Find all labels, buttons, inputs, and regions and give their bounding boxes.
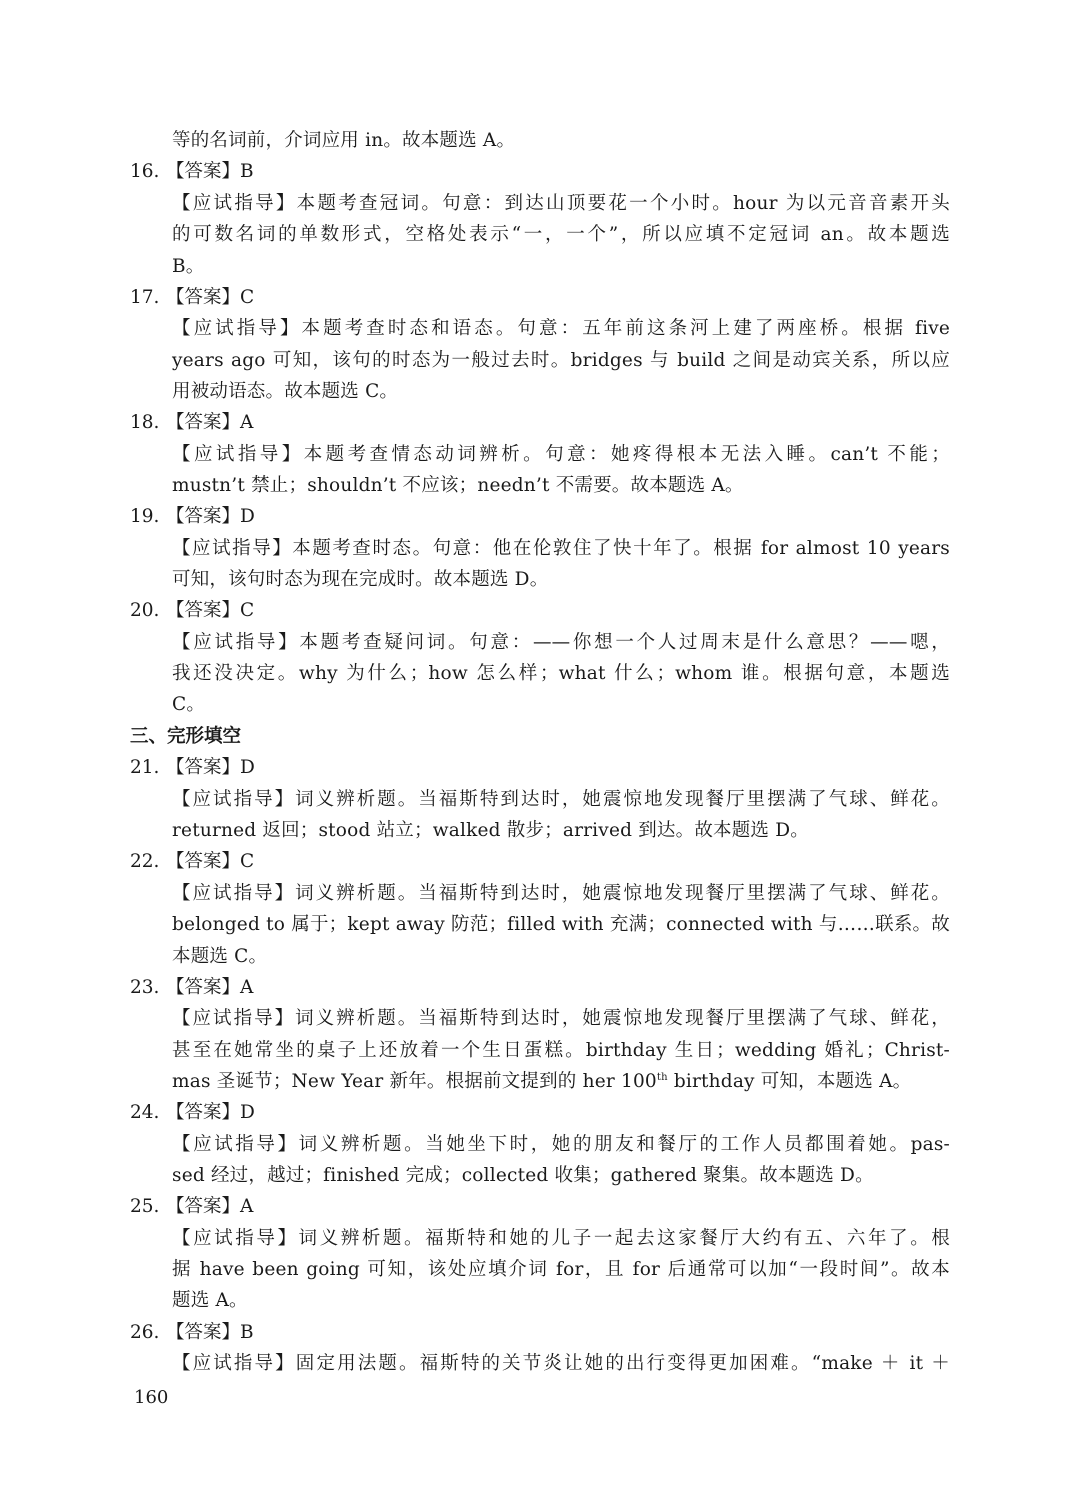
- item-number: 24.: [130, 1102, 160, 1123]
- page-number: 160: [134, 1387, 169, 1408]
- answer-label: 【答案】A: [166, 977, 254, 998]
- explanation-line: 题选 A。: [172, 1290, 248, 1311]
- answer-label: 【答案】D: [166, 1102, 255, 1123]
- explanation-line: 【应试指导】词义辨析题。福斯特和她的儿子一起去这家餐厅大约有五、六年了。根: [172, 1228, 950, 1249]
- explanation-line: returned 返回；stood 站立；walked 散步；arrived 到达。故本题选 D。: [172, 820, 809, 841]
- item-number: 25.: [130, 1196, 160, 1217]
- answer-label: 【答案】D: [166, 757, 255, 778]
- explanation-line: 【应试指导】词义辨析题。当福斯特到达时，她震惊地发现餐厅里摆满了气球、鲜花。: [172, 883, 950, 904]
- item-number: 26.: [130, 1322, 160, 1343]
- explanation-line: 的可数名词的单数形式，空格处表示“一，一个”，所以应填不定冠词 an。故本题选: [172, 224, 950, 245]
- answer-label: 【答案】A: [166, 412, 254, 433]
- answer-label: 【答案】B: [166, 1322, 254, 1343]
- explanation-line: B。: [172, 256, 205, 277]
- explanation-line: 【应试指导】固定用法题。福斯特的关节炎让她的出行变得更加困难。“make ＋ it ＋: [172, 1353, 950, 1374]
- section-heading: 三、完形填空: [130, 726, 242, 747]
- item-number: 21.: [130, 757, 160, 778]
- explanation-line: 【应试指导】本题考查冠词。句意：到达山顶要花一个小时。hour 为以元音音素开头: [172, 193, 950, 214]
- answer-label: 【答案】C: [166, 851, 255, 872]
- explanation-line: 【应试指导】本题考查情态动词辨析。句意：她疼得根本无法入睡。can’t 不能；: [172, 444, 950, 465]
- item-number: 18.: [130, 412, 160, 433]
- explanation-line: mas 圣诞节；New Year 新年。根据前文提到的 her 100th birthday 可知，本题选 A。: [172, 1071, 912, 1092]
- explanation-line: C。: [172, 694, 206, 715]
- explanation-line: 【应试指导】词义辨析题。当福斯特到达时，她震惊地发现餐厅里摆满了气球、鲜花，: [172, 1008, 950, 1029]
- explanation-line: mustn’t 禁止；shouldn’t 不应该；needn’t 不需要。故本题选 A。: [172, 475, 744, 496]
- item-number: 19.: [130, 506, 160, 527]
- explanation-line: 【应试指导】词义辨析题。当福斯特到达时，她震惊地发现餐厅里摆满了气球、鲜花。: [172, 789, 950, 810]
- explanation-line: 【应试指导】本题考查时态和语态。句意：五年前这条河上建了两座桥。根据 five: [172, 318, 950, 339]
- item-number: 16.: [130, 161, 160, 182]
- answer-label: 【答案】A: [166, 1196, 254, 1217]
- intro-line: 等的名词前，介词应用 in。故本题选 A。: [172, 130, 516, 151]
- explanation-line: 【应试指导】本题考查时态。句意：他在伦敦住了快十年了。根据 for almost 10 years: [172, 538, 950, 559]
- item-number: 23.: [130, 977, 160, 998]
- item-number: 22.: [130, 851, 160, 872]
- explanation-line: 【应试指导】词义辨析题。当她坐下时，她的朋友和餐厅的工作人员都围着她。pas-: [172, 1134, 950, 1155]
- explanation-line: 本题选 C。: [172, 946, 268, 967]
- item-number: 20.: [130, 600, 160, 621]
- answer-label: 【答案】D: [166, 506, 255, 527]
- explanation-line: belonged to 属于；kept away 防范；filled with 充满；connected with 与……联系。故: [172, 914, 950, 935]
- explanation-line: years ago 可知，该句的时态为一般过去时。bridges 与 build 之间是动宾关系，所以应: [172, 350, 950, 371]
- explanation-line: 用被动语态。故本题选 C。: [172, 381, 399, 402]
- answer-label: 【答案】B: [166, 161, 254, 182]
- answer-label: 【答案】C: [166, 600, 255, 621]
- explanation-line: 我还没决定。why 为什么；how 怎么样；what 什么；whom 谁。根据句意，本题选: [172, 663, 950, 684]
- explanation-line: sed 经过，越过；finished 完成；collected 收集；gathered 聚集。故本题选 D。: [172, 1165, 874, 1186]
- explanation-line: 可知，该句时态为现在完成时。故本题选 D。: [172, 569, 549, 590]
- item-number: 17.: [130, 287, 160, 308]
- explanation-line: 【应试指导】本题考查疑问词。句意：——你想一个人过周末是什么意思？——嗯，: [172, 632, 950, 653]
- explanation-line: 据 have been going 可知，该处应填介词 for，且 for 后通常可以加“一段时间”。故本: [172, 1259, 950, 1280]
- answer-label: 【答案】C: [166, 287, 255, 308]
- explanation-line: 甚至在她常坐的桌子上还放着一个生日蛋糕。birthday 生日；wedding 婚礼；Christ-: [172, 1040, 950, 1061]
